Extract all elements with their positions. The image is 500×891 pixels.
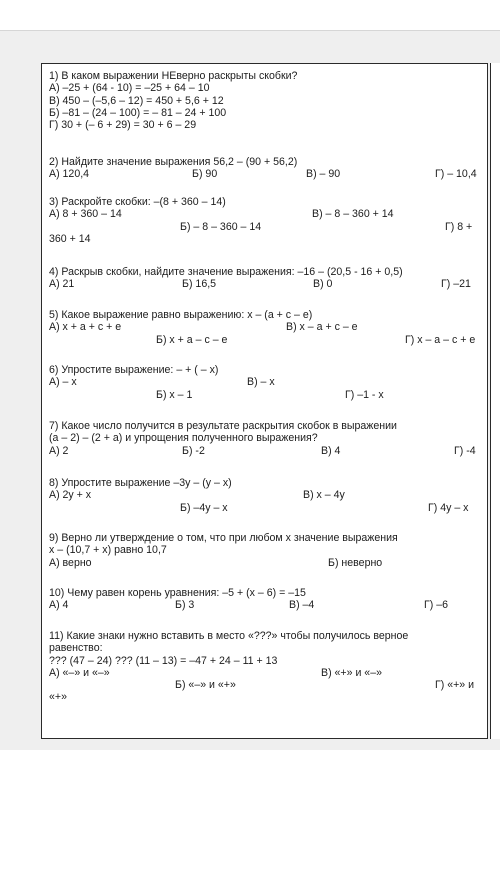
question-2-stem: 2) Найдите значение выражения 56,2 – (90 + 56,2) [49,156,298,168]
question-11-equation: ??? (47 – 24) ??? (11 – 13) = –47 + 24 – 11 + 13 [49,654,278,667]
question-7-stem-continued: (а – 2) – (2 + а) и упрощения полученного выражения? [49,432,318,445]
question-3-option-b: Б) – 8 – 360 – 14 [180,220,262,233]
question-6-stem: 6) Упростите выражение: – + ( – x) [49,364,219,376]
question-1-option-a: А) –25 + (64 - 10) = –25 + 64 – 10 [49,82,210,95]
question-2-option-g: Г) – 10,4 [435,168,477,181]
question-5-option-v: В) x – a + c – e [286,321,358,334]
question-10-stem: 10) Чему равен корень уравнения: –5 + (x – 6) = –15 [49,587,306,599]
question-10-option-g: Г) –6 [424,599,448,612]
question-3-option-a: А) 8 + 360 – 14 [49,208,122,221]
question-5-option-g: Г) x – a – c + e [405,333,476,346]
question-11-stem-continued: равенство: [49,642,103,655]
question-3-option-g: Г) 8 + [445,220,473,233]
question-8-option-g: Г) 4y – x [428,501,469,514]
question-7-option-a: А) 2 [49,444,69,457]
question-1-option-v: В) 450 – (–5,6 – 12) = 450 + 5,6 + 12 [49,94,224,107]
question-8-option-b: Б) –4y – x [180,501,228,514]
question-5-option-b: Б) x + a – c – e [156,333,228,346]
question-2-option-b: Б) 90 [192,168,218,181]
question-6-option-b: Б) x – 1 [156,388,193,401]
question-4-option-v: В) 0 [313,278,333,291]
question-4-option-a: А) 21 [49,278,75,291]
question-8-stem: 8) Упростите выражение –3y – (y – x) [49,477,232,489]
question-11-option-a: А) «–» и «–» [49,666,110,679]
question-11-stem: 11) Какие знаки нужно вставить в место «???» чтобы получилось верное [49,630,409,642]
question-11-option-v: В) «+» и «–» [321,666,382,679]
top-band [0,0,500,30]
question-8-option-v: В) x – 4y [303,489,345,502]
question-1-stem: 1) В каком выражении НЕверно раскрыты скобки? [49,70,298,82]
question-7-option-v: В) 4 [321,444,341,457]
question-4-option-b: Б) 16,5 [182,278,217,291]
question-11-option-b: Б) «–» и «+» [175,679,236,692]
question-4-option-g: Г) –21 [441,278,471,291]
question-9-option-b: Б) неверно [328,556,383,569]
question-7-option-g: Г) -4 [454,444,476,457]
question-3-option-v: В) – 8 – 360 + 14 [312,208,394,221]
question-2-option-v: В) – 90 [306,168,341,181]
question-5-stem: 5) Какое выражение равно выражению: x – (a + c – e) [49,309,313,321]
question-7-stem: 7) Какое число получится в результате раскрытия скобок в выражении [49,420,397,432]
question-3-option-g-continued: 360 + 14 [49,232,91,245]
question-10-option-b: Б) 3 [175,599,195,612]
question-2-option-a: А) 120,4 [49,168,90,181]
question-10-option-a: А) 4 [49,599,69,612]
question-9-stem-continued: х – (10,7 + х) равно 10,7 [49,544,167,557]
adjacent-page-edge [490,63,500,739]
question-1-option-b: Б) –81 – (24 – 100) = – 81 – 24 + 100 [49,106,227,119]
question-9-stem: 9) Верно ли утверждение о том, что при любом х значение выражения [49,532,398,544]
question-6-option-v: В) – x [247,376,275,389]
question-6-option-g: Г) –1 - x [345,388,384,401]
question-11-option-g: Г) «+» и [435,679,475,692]
question-10-option-v: В) –4 [289,599,315,612]
question-5-option-a: А) x + a + c + e [49,321,122,334]
question-4-stem: 4) Раскрыв скобки, найдите значение выражения: –16 – (20,5 - 16 + 0,5) [49,266,403,278]
question-1-option-g: Г) 30 + (– 6 + 29) = 30 + 6 – 29 [49,119,197,132]
question-6-option-a: А) – x [49,376,77,389]
question-7-option-b: Б) -2 [182,444,205,457]
question-8-option-a: А) 2y + x [49,489,92,502]
question-3-stem: 3) Раскройте скобки: –(8 + 360 – 14) [49,196,226,208]
bottom-blank-area [0,750,500,891]
question-11-option-g-continued: «+» [49,691,67,704]
worksheet [41,63,488,739]
question-9-option-a: А) верно [49,556,92,569]
